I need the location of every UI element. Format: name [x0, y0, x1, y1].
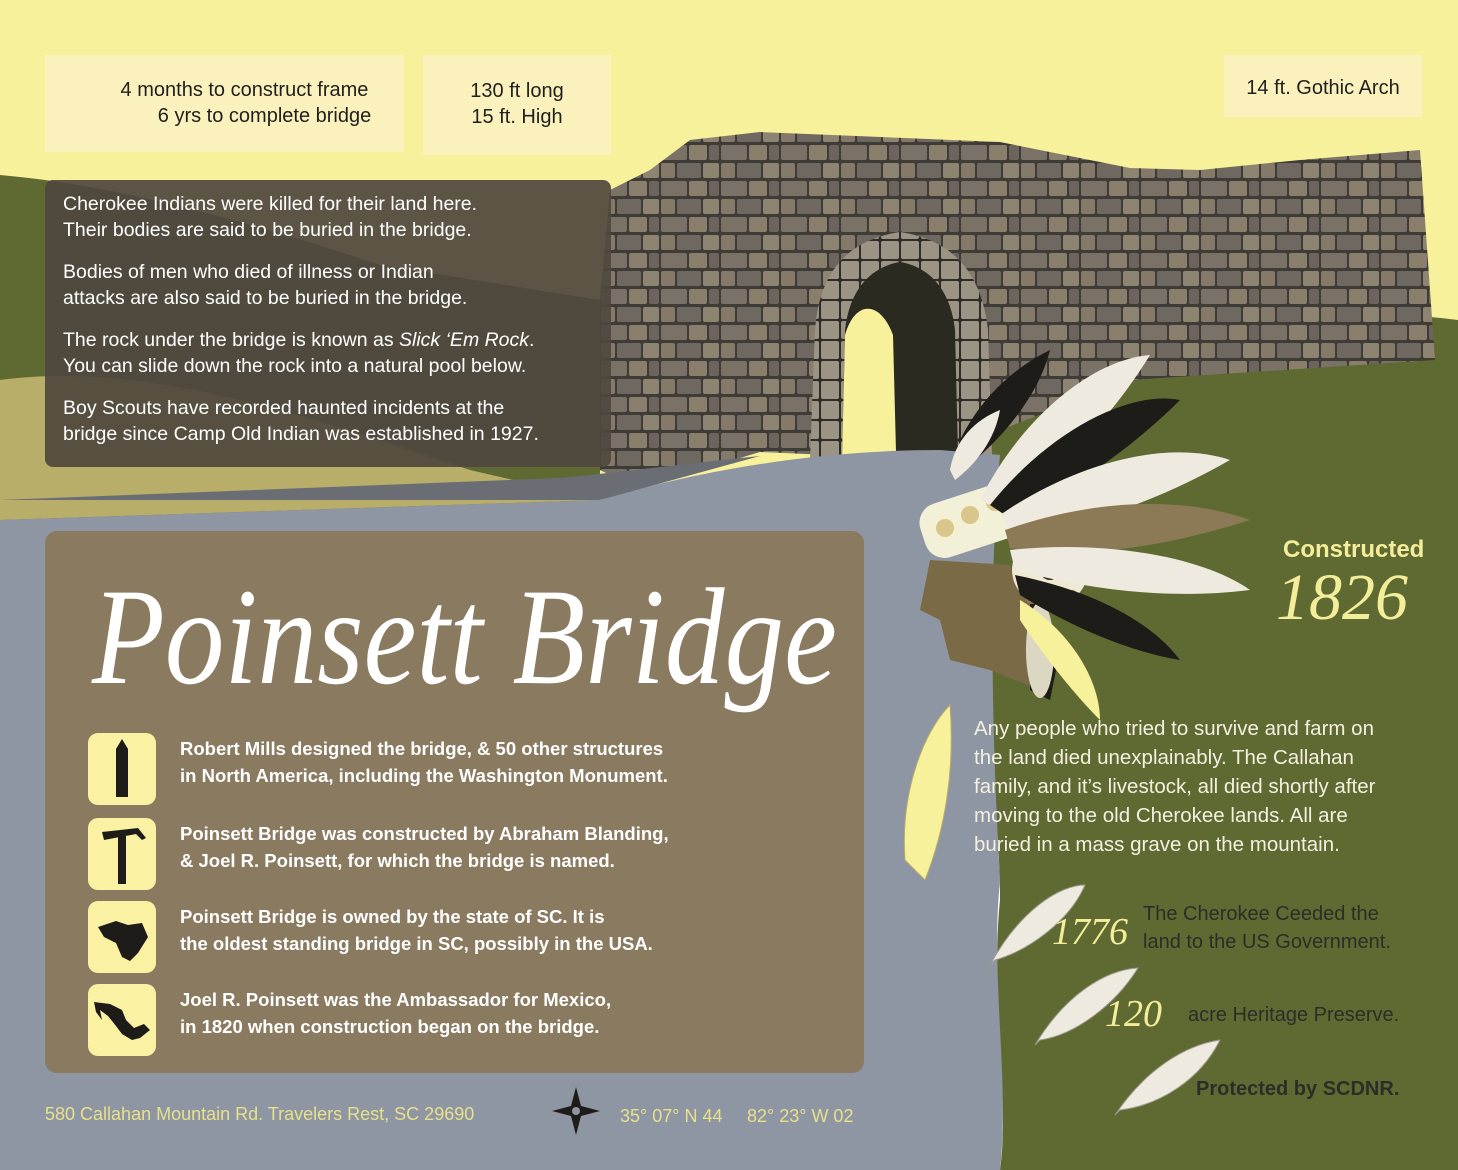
- fact-2: Bodies of men who died of illness or Indian attacks are also said to be buried in the bridge.: [63, 261, 468, 309]
- length-text: 130 ft long: [470, 80, 564, 102]
- construction-time-box: [45, 55, 404, 152]
- address: 580 Callahan Mountain Rd. Travelers Rest, SC 29690: [45, 1104, 475, 1124]
- info-row-line: in North America, including the Washington Monument.: [180, 765, 668, 786]
- story-text: Any people who tried to survive and farm on the land died unexplainably. The Callahan family, and it’s livestock, all died shortly after moving to the old Cherokee lands. All are buried in a mass grave on the mountain.: [974, 717, 1376, 856]
- info-row-line: Poinsett Bridge was constructed by Abraham Blanding,: [180, 823, 669, 844]
- hammer-icon: [88, 818, 156, 890]
- info-row-builders: [88, 818, 768, 890]
- south-carolina-map-icon: [88, 901, 156, 973]
- year-1776: 1776: [1052, 911, 1128, 953]
- info-row-line: in 1820 when construction began on the bridge.: [180, 1016, 600, 1037]
- construction-line-1: 4 months to construct frame: [120, 79, 369, 101]
- acre-number: 120: [1105, 993, 1162, 1035]
- fact-1: Cherokee Indians were killed for their land here. Their bodies are said to be buried in the bridge.: [63, 193, 478, 241]
- info-row-line: the oldest standing bridge in SC, possibly in the USA.: [180, 933, 653, 954]
- fact-4: Boy Scouts have recorded haunted incidents at the bridge since Camp Old Indian was established in 1927.: [63, 397, 539, 445]
- preserve-text: acre Heritage Preserve.: [1188, 1004, 1400, 1026]
- monument-icon: [88, 733, 156, 805]
- info-row-line: Poinsett Bridge is owned by the state of SC. It is: [180, 906, 605, 927]
- info-row-line: Robert Mills designed the bridge, & 50 other structures: [180, 738, 664, 759]
- height-text: 15 ft. High: [471, 106, 563, 128]
- arch-text: 14 ft. Gothic Arch: [1246, 77, 1400, 99]
- cession-text: The Cherokee Ceeded the land to the US Government.: [1143, 903, 1391, 953]
- info-row-line: Joel R. Poinsett was the Ambassador for Mexico,: [180, 989, 612, 1010]
- arch-box: [1224, 55, 1422, 117]
- protected-text: Protected by SCDNR.: [1196, 1078, 1400, 1100]
- constructed-label: Constructed: [1283, 536, 1425, 563]
- info-row-ownership: [88, 901, 768, 973]
- longitude: 82° 23° W 02: [747, 1106, 854, 1126]
- info-row-ambassador: [88, 984, 768, 1056]
- info-row-mills: [88, 733, 768, 805]
- title: Poinsett Bridge: [91, 560, 837, 713]
- latitude: 35° 07° N 44: [620, 1106, 723, 1126]
- title-wordmark: [92, 543, 852, 733]
- slick-em-rock: Slick ‘Em Rock: [399, 329, 530, 351]
- construction-line-2: 6 yrs to complete bridge: [157, 105, 372, 127]
- facts-box: [45, 180, 611, 467]
- dimensions-box: [423, 55, 611, 155]
- constructed-year: 1826: [1276, 561, 1408, 634]
- info-row-line: & Joel R. Poinsett, for which the bridge is named.: [180, 850, 615, 871]
- fact-3: The rock under the bridge is known as Slick ‘Em Rock. You can slide down the rock into a natural pool below.: [63, 329, 535, 377]
- mexico-map-icon: [88, 984, 156, 1056]
